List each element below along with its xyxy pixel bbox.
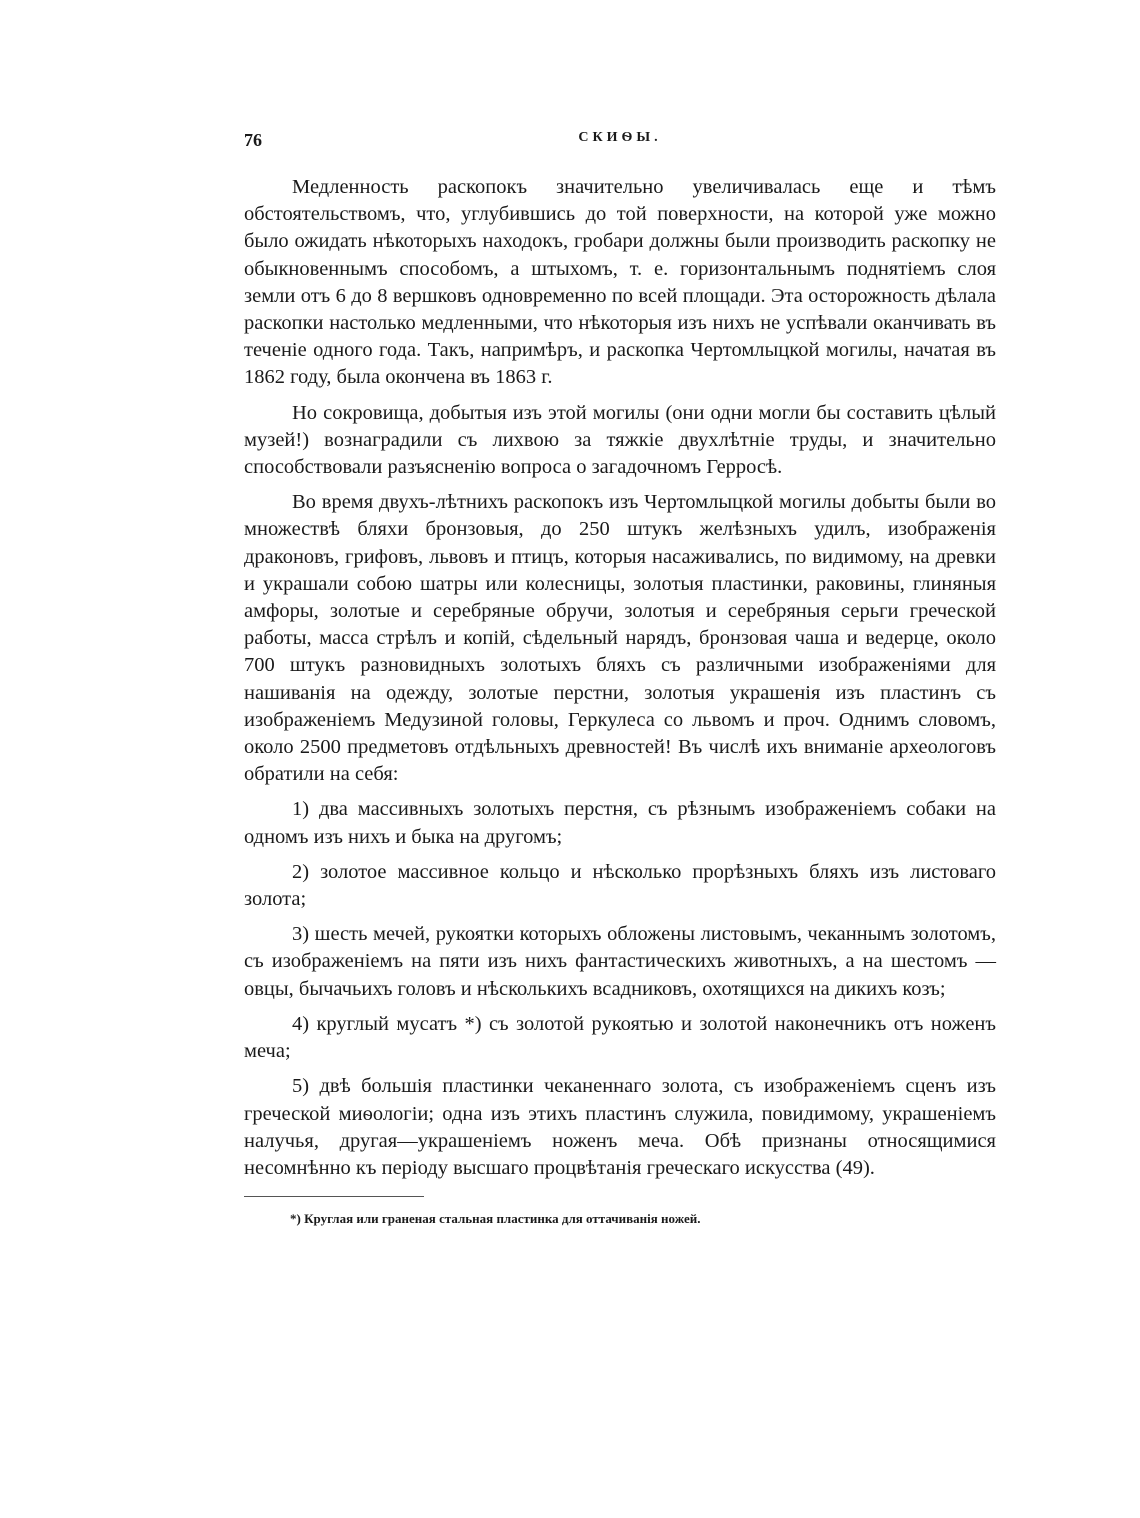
page-number: 76 xyxy=(244,130,262,150)
paragraph: Но сокровища, добытыя изъ этой могилы (они одни могли бы составить цѣлый музей!) вознаградили съ лихвою за тяжкіе двухлѣтніе труды, и значительно способствовали разъясненію вопроса о загадочномъ Герросѣ. xyxy=(244,401,996,479)
list-item: 3) шесть мечей, рукоятки которыхъ обложены листовымъ, чеканнымъ золотомъ, съ изображеніемъ на пяти изъ нихъ фантастическихъ животныхъ, а на шестомъ — овцы, бычачьихъ головъ и нѣсколькихъ всадниковъ, охотящихся на дикихъ козъ; xyxy=(244,923,996,1000)
list-item: 1) два массивныхъ золотыхъ перстня, съ рѣзнымъ изображеніемъ собаки на одномъ изъ нихъ и быка на другомъ; xyxy=(244,798,996,848)
book-page xyxy=(244,130,996,1227)
paragraph: Во время двухъ-лѣтнихъ раскопокъ изъ Чертомлыцкой могилы добыты были во множествѣ бляхи бронзовыя, до 250 штукъ желѣзныхъ удилъ, изображенія драконовъ, грифовъ, львовъ и птицъ, которыя насаживались, по видимому, на древки и украшали собою шатры или колесницы, золотыя пластинки, раковины, глиняныя амфоры, золотые и серебряные обручи, золотыя и серебряныя серьги греческой работы, масса стрѣлъ и копій, сѣдельный нарядъ, бронзовая чаша и ведерце, около 700 штукъ разновидныхъ золотыхъ бляхъ съ различными изображеніями для нашиванія на одежду, золотые перстни, золотыя украшенія изъ пластинъ съ изображеніемъ Медузиной головы, Геркулеса со львомъ и проч. Однимъ словомъ, около 2500 предметовъ отдѣльныхъ древностей! Въ числѣ ихъ вниманіе археологовъ обратили на себя: xyxy=(244,491,996,786)
running-title: СКИѲЫ. xyxy=(578,130,662,145)
footnote: *) Круглая или граненая стальная пластинка для оттачиванія ножей. xyxy=(290,1211,701,1227)
page-header xyxy=(244,130,996,160)
list-item: 5) двѣ большія пластинки чеканеннаго золота, съ изображеніемъ сценъ изъ греческой миѳологіи; одна изъ этихъ пластинъ служила, повидимому, украшеніемъ налучья, другая—украшеніемъ ноженъ меча. Обѣ признаны относящимися несомнѣнно къ періоду высшаго процвѣтанія греческаго искусства (49). xyxy=(244,1075,996,1179)
list-item: 2) золотое массивное кольцо и нѣсколько прорѣзныхъ бляхъ изъ листоваго золота; xyxy=(244,860,996,911)
body-text xyxy=(244,174,996,1182)
paragraph: Медленность раскопокъ значительно увеличивалась еще и тѣмъ обстоятельствомъ, что, углубившись до той поверхности, на которой уже можно было ожидать нѣкоторыхъ находокъ, гробари должны были производить раскопку не обыкновеннымъ способомъ, а штыхомъ, т. е. горизонтальнымъ поднятіемъ слоя земли отъ 6 до 8 вершковъ одновременно по всей площади. Эта осторожность дѣлала раскопки настолько медленными, что нѣкоторыя изъ нихъ не успѣвали оканчивать въ теченіе одного года. Такъ, напримѣръ, и раскопка Чертомлыцкой могилы, начатая въ 1862 году, была окончена въ 1863 г. xyxy=(244,176,996,389)
footnote-divider xyxy=(244,1196,424,1197)
list-item: 4) круглый мусатъ *) съ золотой рукоятью и золотой наконечникъ отъ ноженъ меча; xyxy=(244,1012,996,1063)
